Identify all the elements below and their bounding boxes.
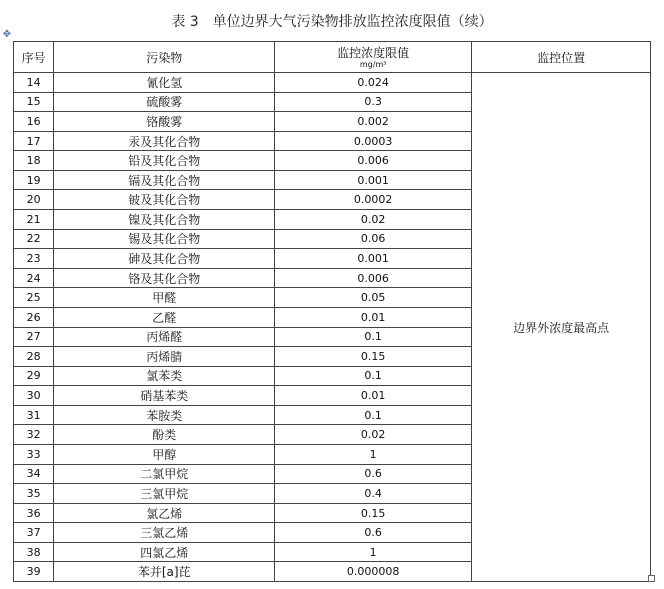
cell-pollutant: 汞及其化合物 [54,131,275,151]
cell-limit: 0.0003 [275,131,472,151]
cell-pollutant: 苯并[a]芘 [54,562,275,582]
cell-pollutant: 氰化氢 [54,73,275,93]
cell-seq: 27 [14,327,54,347]
cell-limit: 0.06 [275,229,472,249]
cell-seq: 37 [14,523,54,543]
table-row [14,73,651,93]
cell-seq: 33 [14,444,54,464]
cell-pollutant: 四氯乙烯 [54,542,275,562]
cell-limit: 1 [275,542,472,562]
resize-handle[interactable] [648,575,655,582]
cell-limit: 0.4 [275,484,472,504]
table-move-handle-icon[interactable]: ✥ [2,29,12,40]
cell-seq: 24 [14,268,54,288]
header-limit-unit: mg/m³ [359,59,387,69]
cell-limit: 0.05 [275,288,472,308]
cell-pollutant: 三氯甲烷 [54,484,275,504]
cell-pollutant: 硝基苯类 [54,386,275,406]
cell-pollutant: 镉及其化合物 [54,170,275,190]
cell-limit: 0.01 [275,307,472,327]
cell-limit: 0.15 [275,503,472,523]
table-header-row [14,42,651,73]
cell-pollutant: 苯胺类 [54,405,275,425]
table-caption: 表 3 单位边界大气污染物排放监控浓度限值（续） [171,14,493,30]
cell-pollutant: 酚类 [54,425,275,445]
cell-seq: 21 [14,210,54,230]
header-position: 监控位置 [472,42,651,73]
cell-pollutant: 氯乙烯 [54,503,275,523]
cell-seq: 36 [14,503,54,523]
cell-pollutant: 铍及其化合物 [54,190,275,210]
cell-pollutant: 铬酸雾 [54,112,275,132]
cell-limit: 0.6 [275,464,472,484]
cell-pollutant: 铬及其化合物 [54,268,275,288]
cell-pollutant: 三氯乙烯 [54,523,275,543]
cell-seq: 31 [14,405,54,425]
cell-limit: 0.002 [275,112,472,132]
cell-pollutant: 硫酸雾 [54,92,275,112]
cell-limit: 0.6 [275,523,472,543]
cell-pollutant: 甲醇 [54,444,275,464]
cell-limit: 0.006 [275,151,472,171]
cell-seq: 35 [14,484,54,504]
cell-seq: 14 [14,73,54,93]
cell-seq: 17 [14,131,54,151]
cell-limit: 0.001 [275,249,472,269]
cell-limit: 0.024 [275,73,472,93]
cell-limit: 0.02 [275,425,472,445]
cell-pollutant: 二氯甲烷 [54,464,275,484]
cell-seq: 18 [14,151,54,171]
cell-limit: 0.0002 [275,190,472,210]
cell-pollutant: 丙烯醛 [54,327,275,347]
cell-seq: 16 [14,112,54,132]
cell-seq: 20 [14,190,54,210]
cell-seq: 25 [14,288,54,308]
cell-limit: 0.000008 [275,562,472,582]
pollutant-limits-table [13,41,651,582]
cell-limit: 0.15 [275,347,472,367]
cell-limit: 0.02 [275,210,472,230]
cell-limit: 1 [275,444,472,464]
header-seq: 序号 [14,42,54,73]
header-limit [275,42,472,73]
cell-limit: 0.001 [275,170,472,190]
cell-pollutant: 乙醛 [54,307,275,327]
cell-seq: 26 [14,307,54,327]
cell-limit: 0.3 [275,92,472,112]
header-pollutant: 污染物 [54,42,275,73]
cell-seq: 23 [14,249,54,269]
cell-pollutant: 砷及其化合物 [54,249,275,269]
cell-seq: 22 [14,229,54,249]
cell-seq: 30 [14,386,54,406]
cell-limit: 0.01 [275,386,472,406]
cell-seq: 38 [14,542,54,562]
cell-seq: 15 [14,92,54,112]
cell-position: 边界外浓度最高点 [472,73,651,582]
cell-limit: 0.1 [275,327,472,347]
cell-limit: 0.1 [275,366,472,386]
cell-seq: 34 [14,464,54,484]
cell-pollutant: 锡及其化合物 [54,229,275,249]
cell-pollutant: 氯苯类 [54,366,275,386]
cell-seq: 19 [14,170,54,190]
cell-seq: 29 [14,366,54,386]
cell-limit: 0.1 [275,405,472,425]
header-limit-label: 监控浓度限值 [337,45,410,60]
cell-pollutant: 甲醛 [54,288,275,308]
cell-seq: 39 [14,562,54,582]
cell-seq: 32 [14,425,54,445]
cell-pollutant: 镍及其化合物 [54,210,275,230]
cell-seq: 28 [14,347,54,367]
cell-pollutant: 铅及其化合物 [54,151,275,171]
cell-pollutant: 丙烯腈 [54,347,275,367]
cell-limit: 0.006 [275,268,472,288]
